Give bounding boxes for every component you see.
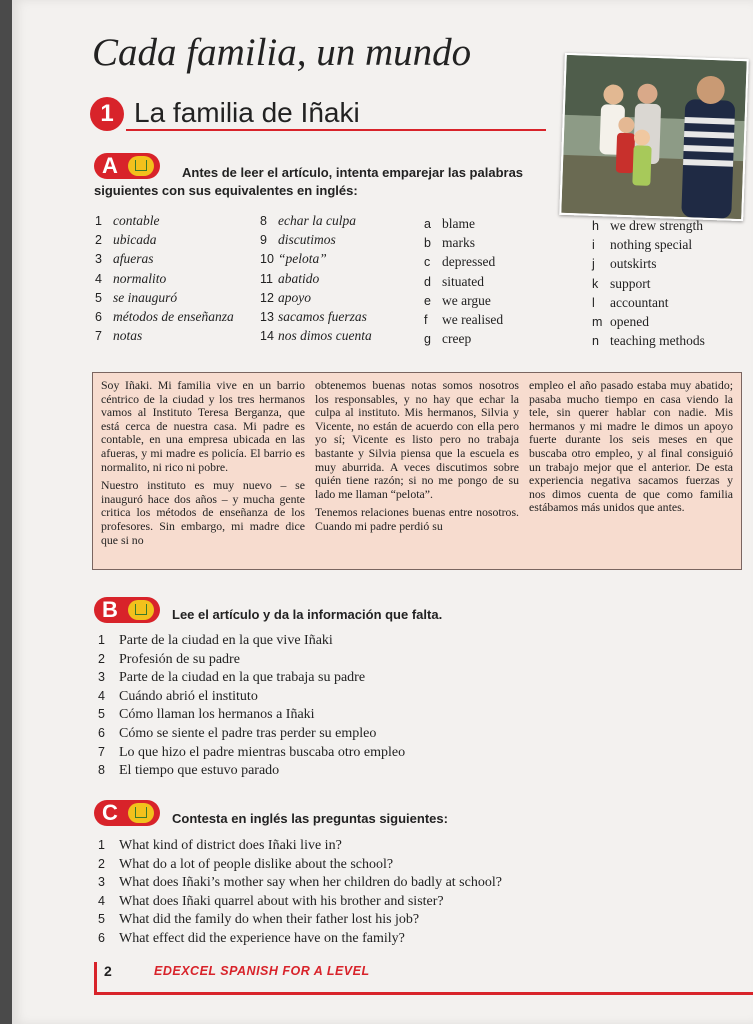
vocab-column-2 [260, 213, 372, 347]
question-text: What did the family do when their father lost his job? [119, 912, 420, 928]
question-item [98, 763, 405, 782]
question-item [98, 875, 502, 894]
vocab-item [260, 251, 372, 270]
article-paragraph: Tenemos relaciones buenas entre nosotros. Cuando mi padre perdió su [315, 505, 519, 533]
vocab-item [260, 271, 372, 290]
vocab-number: j [592, 257, 595, 272]
question-number: 1 [98, 838, 105, 852]
page-footer [94, 958, 753, 998]
vocab-number: 10 [260, 252, 274, 267]
article-paragraph: Soy Iñaki. Mi familia vive en un barrio céntrico de la ciudad y los tres hermanos vamos al Instituto Teresa Berganza, que está cerca de nuestra casa. Mi padre es contable, en una empresa ubicada en las afueras, y mi madre es policía. El barrio es normalito, ni rico ni pobre. [101, 378, 305, 474]
vocab-item [424, 254, 503, 273]
question-text: El tiempo que estuvo parado [119, 763, 280, 779]
question-text: Lo que hizo el padre mientras buscaba otro empleo [119, 744, 406, 760]
book-title: EDEXCEL SPANISH FOR A LEVEL [154, 964, 370, 978]
vocab-number: l [592, 295, 595, 310]
vocab-number: i [592, 238, 595, 253]
vocab-number: 1 [95, 214, 102, 228]
vocab-word: discutimos [278, 232, 336, 248]
vocab-item [95, 232, 234, 251]
vocab-word: echar la culpa [278, 213, 356, 228]
vocab-word: abatido [278, 270, 320, 286]
question-text: Cómo se siente el padre tras perder su empleo [119, 725, 377, 741]
vocab-word: teaching methods [610, 333, 705, 349]
vocab-column-1 [95, 213, 234, 347]
question-text: What does Iñaki quarrel about with his brother and sister? [119, 893, 444, 909]
vocab-number: 9 [260, 233, 267, 248]
vocab-item [592, 237, 705, 256]
vocab-word: nothing special [610, 237, 693, 253]
vocab-item [424, 312, 503, 331]
textbook-page [12, 0, 753, 1024]
question-number: 6 [98, 930, 105, 945]
question-text: What does Iñaki’s mother say when her children do badly at school? [119, 875, 502, 891]
vocab-word: apoyo [278, 289, 311, 305]
vocab-number: 6 [95, 309, 102, 324]
vocab-column-3 [424, 216, 503, 350]
vocab-item [95, 271, 234, 290]
vocab-number: 8 [260, 214, 267, 228]
question-number: 4 [98, 893, 105, 908]
exercise-c-list [98, 838, 502, 950]
article-paragraph: empleo el año pasado estaba muy abatido; pasaba mucho tiempo en casa viendo la tele, sin querer hablar con nadie. Mis hermanos y mi madre le dimos un apoyo fuerte durante los seis meses en que buscaba otro empleo, y al final consiguió un trabajo mejor que el anterior. De esta experiencia negativa sacamos fuerzas y nos dimos cuenta de que como familia estábamos más unidos que antes. [529, 378, 733, 515]
article-column-3 [529, 379, 733, 520]
question-number: 6 [98, 725, 105, 740]
vocab-word: afueras [113, 251, 154, 267]
vocab-item [592, 295, 705, 314]
vocab-word: depressed [442, 254, 496, 270]
question-item [98, 931, 502, 950]
vocab-item [424, 293, 503, 312]
vocab-word: blame [442, 216, 475, 231]
vocab-item [95, 213, 234, 232]
vocab-item [424, 274, 503, 293]
question-item [98, 857, 502, 876]
vocab-number: 3 [95, 252, 102, 267]
question-number: 4 [98, 688, 105, 703]
question-number: 2 [98, 651, 105, 666]
vocab-number: e [424, 293, 431, 308]
section-label: La familia de Iñaki [134, 97, 360, 128]
vocab-item [592, 218, 705, 237]
vocab-item [592, 314, 705, 333]
question-item [98, 912, 502, 931]
section-number: 1 [90, 97, 124, 131]
question-number: 8 [98, 763, 105, 778]
section-heading [90, 95, 550, 133]
question-number: 7 [98, 744, 105, 759]
question-item [98, 745, 405, 764]
vocab-item [260, 290, 372, 309]
vocab-number: 12 [260, 290, 274, 305]
page-title: Cada familia, un mundo [92, 31, 472, 74]
question-number: 2 [98, 856, 105, 871]
vocab-item [260, 213, 372, 232]
question-text: Parte de la ciudad en la que vive Iñaki [119, 633, 333, 648]
question-text: Cuándo abrió el instituto [119, 688, 258, 704]
question-number: 5 [98, 707, 105, 722]
article-paragraph: Nuestro instituto es muy nuevo – se inauguró hace dos años – y mucha gente critica los métodos de enseñanza de los profesores. Sin embargo, mi madre dice que si no [101, 478, 305, 547]
question-text: What kind of district does Iñaki live in? [119, 838, 342, 853]
vocab-number: g [424, 332, 431, 347]
question-text: Cómo llaman los hermanos a Iñaki [119, 707, 315, 723]
question-number: 3 [98, 670, 105, 685]
question-text: What do a lot of people dislike about the school? [119, 856, 394, 872]
question-item [98, 726, 405, 745]
vocab-number: m [592, 314, 603, 329]
vocab-number: 5 [95, 290, 102, 305]
exercise-a-instruction-1: Antes de leer el artículo, intenta emparejar las palabras [182, 165, 524, 180]
exercise-a-letter: A [102, 153, 118, 178]
vocab-word: normalito [113, 270, 167, 286]
vocab-word: sacamos fuerzas [278, 308, 367, 324]
exercise-b-letter: B [102, 597, 118, 622]
vocab-word: se inauguró [113, 289, 178, 305]
vocab-number: n [592, 334, 599, 349]
vocab-column-4 [592, 218, 705, 352]
vocab-number: b [424, 236, 431, 251]
vocab-word: accountant [610, 294, 669, 310]
vocab-item [592, 256, 705, 275]
question-number: 3 [98, 875, 105, 890]
vocab-number: 4 [95, 271, 102, 286]
question-item [98, 838, 502, 857]
vocab-number: f [424, 312, 428, 327]
vocab-item [424, 216, 503, 235]
question-text: Profesión de su padre [119, 651, 240, 667]
vocab-word: outskirts [610, 256, 657, 272]
vocab-word: ubicada [113, 232, 157, 248]
vocab-item [260, 328, 372, 347]
section-rule [126, 129, 546, 131]
vocab-item [260, 232, 372, 251]
question-item [98, 633, 405, 652]
vocab-number: c [424, 255, 431, 270]
article-column-1 [101, 379, 305, 552]
vocab-number: 14 [260, 329, 274, 344]
vocab-number: 2 [95, 233, 102, 248]
vocab-word: we realised [442, 311, 504, 327]
question-item [98, 707, 405, 726]
vocab-number: h [592, 219, 599, 233]
vocab-number: a [424, 217, 431, 231]
vocab-word: support [610, 275, 651, 291]
question-item [98, 670, 405, 689]
article-box [92, 372, 742, 570]
vocab-word: notas [113, 328, 143, 344]
question-item [98, 894, 502, 913]
exercise-c-instruction: Contesta en inglés las preguntas siguientes: [172, 811, 448, 826]
vocab-word: “pelota” [278, 251, 327, 267]
vocab-item [95, 328, 234, 347]
exercise-b-list [98, 633, 405, 782]
vocab-number: 11 [260, 271, 273, 286]
exercise-a-instruction-2: siguientes con sus equivalentes en inglés: [94, 183, 358, 198]
vocab-item [592, 276, 705, 295]
vocab-item [424, 235, 503, 254]
vocab-number: k [592, 276, 599, 291]
vocab-number: d [424, 274, 431, 289]
vocab-word: situated [442, 273, 484, 289]
vocab-word: we argue [442, 292, 491, 308]
family-photo [559, 53, 749, 221]
question-number: 1 [98, 633, 105, 647]
vocab-word: métodos de enseñanza [113, 308, 234, 324]
question-text: Parte de la ciudad en la que trabaja su padre [119, 670, 366, 686]
article-column-2 [315, 379, 519, 539]
vocab-item [95, 309, 234, 328]
vocab-word: creep [442, 331, 472, 347]
question-text: What effect did the experience have on the family? [119, 930, 405, 946]
vocab-item [95, 290, 234, 309]
vocab-word: nos dimos cuenta [278, 328, 372, 344]
vocab-word: opened [610, 313, 649, 329]
vocab-item [260, 309, 372, 328]
vocab-number: 7 [95, 329, 102, 344]
book-icon [128, 803, 154, 823]
question-number: 5 [98, 912, 105, 927]
vocab-word: contable [113, 213, 160, 228]
vocab-word: marks [442, 235, 475, 251]
exercise-c-letter: C [102, 800, 118, 825]
book-icon [128, 156, 154, 176]
vocab-number: 13 [260, 309, 274, 324]
question-item [98, 689, 405, 708]
book-icon [128, 600, 154, 620]
article-paragraph: obtenemos buenas notas somos nosotros los responsables, y no hay que echar la culpa al instituto. Mis hermanos, Silvia y Vicente, no están de acuerdo con ella pero yo sí; Vicente es listo pero no trabaja bastante y Silvia piensa que la escuela es muy aburrida. A veces discutimos sobre quién tiene razón; si no me pongo de su lado me llaman “pelota”. [315, 378, 519, 501]
vocab-item [592, 333, 705, 352]
vocab-item [424, 331, 503, 350]
page-number: 2 [104, 963, 112, 979]
question-item [98, 652, 405, 671]
vocab-item [95, 251, 234, 270]
exercise-b-instruction: Lee el artículo y da la información que falta. [172, 607, 443, 622]
vocab-word: we drew strength [610, 218, 703, 233]
